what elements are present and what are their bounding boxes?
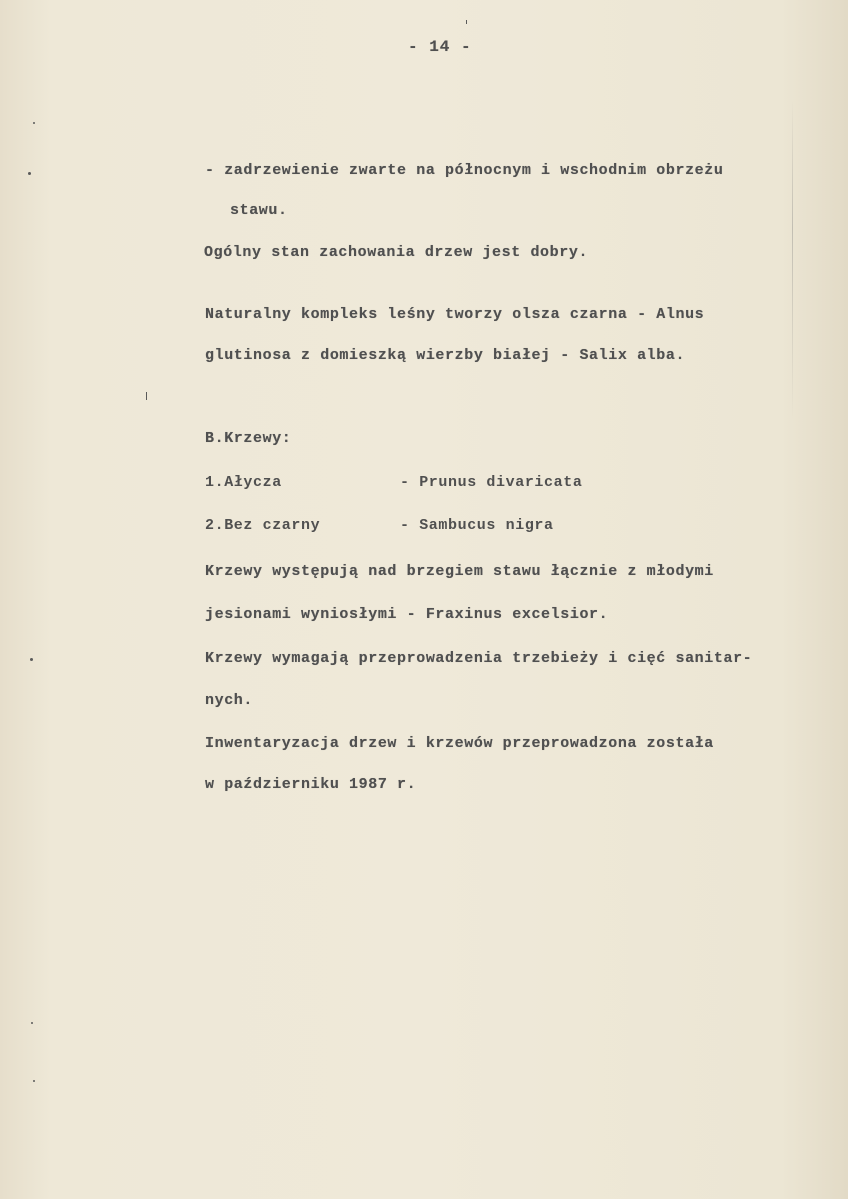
paper-fold-mark bbox=[792, 100, 793, 420]
section-heading: B.Krzewy: bbox=[205, 430, 292, 447]
scan-speck bbox=[30, 658, 33, 661]
body-line: glutinosa z domieszką wierzby białej - Salix alba. bbox=[205, 347, 686, 364]
body-line: - zadrzewienie zwarte na północnym i wschodnim obrzeżu bbox=[205, 162, 724, 179]
body-line: jesionami wyniosłymi - Fraxinus excelsior. bbox=[205, 606, 609, 623]
shrub-name: 1.Ałycza bbox=[205, 474, 282, 491]
page-number: - 14 - bbox=[408, 38, 472, 56]
body-line: nych. bbox=[205, 692, 254, 709]
body-line: stawu. bbox=[230, 202, 288, 219]
body-line: Krzewy wymagają przeprowadzenia trzebieży i cięć sanitar- bbox=[205, 650, 753, 667]
scan-speck bbox=[28, 172, 31, 175]
scan-speck bbox=[31, 1022, 33, 1024]
shrub-latin-name: - Prunus divaricata bbox=[400, 474, 583, 491]
scan-speck bbox=[33, 122, 35, 124]
body-line: Naturalny kompleks leśny tworzy olsza czarna - Alnus bbox=[205, 306, 705, 323]
scan-speck bbox=[466, 20, 467, 24]
shrub-name: 2.Bez czarny bbox=[205, 517, 321, 534]
scan-speck bbox=[33, 1080, 35, 1082]
body-line: Inwentaryzacja drzew i krzewów przeprowadzona została bbox=[205, 735, 714, 752]
body-line: Krzewy występują nad brzegiem stawu łącznie z młodymi bbox=[205, 563, 714, 580]
body-line: Ogólny stan zachowania drzew jest dobry. bbox=[204, 244, 589, 261]
scan-speck bbox=[146, 392, 147, 400]
body-line: w październiku 1987 r. bbox=[205, 776, 417, 793]
shrub-latin-name: - Sambucus nigra bbox=[400, 517, 554, 534]
